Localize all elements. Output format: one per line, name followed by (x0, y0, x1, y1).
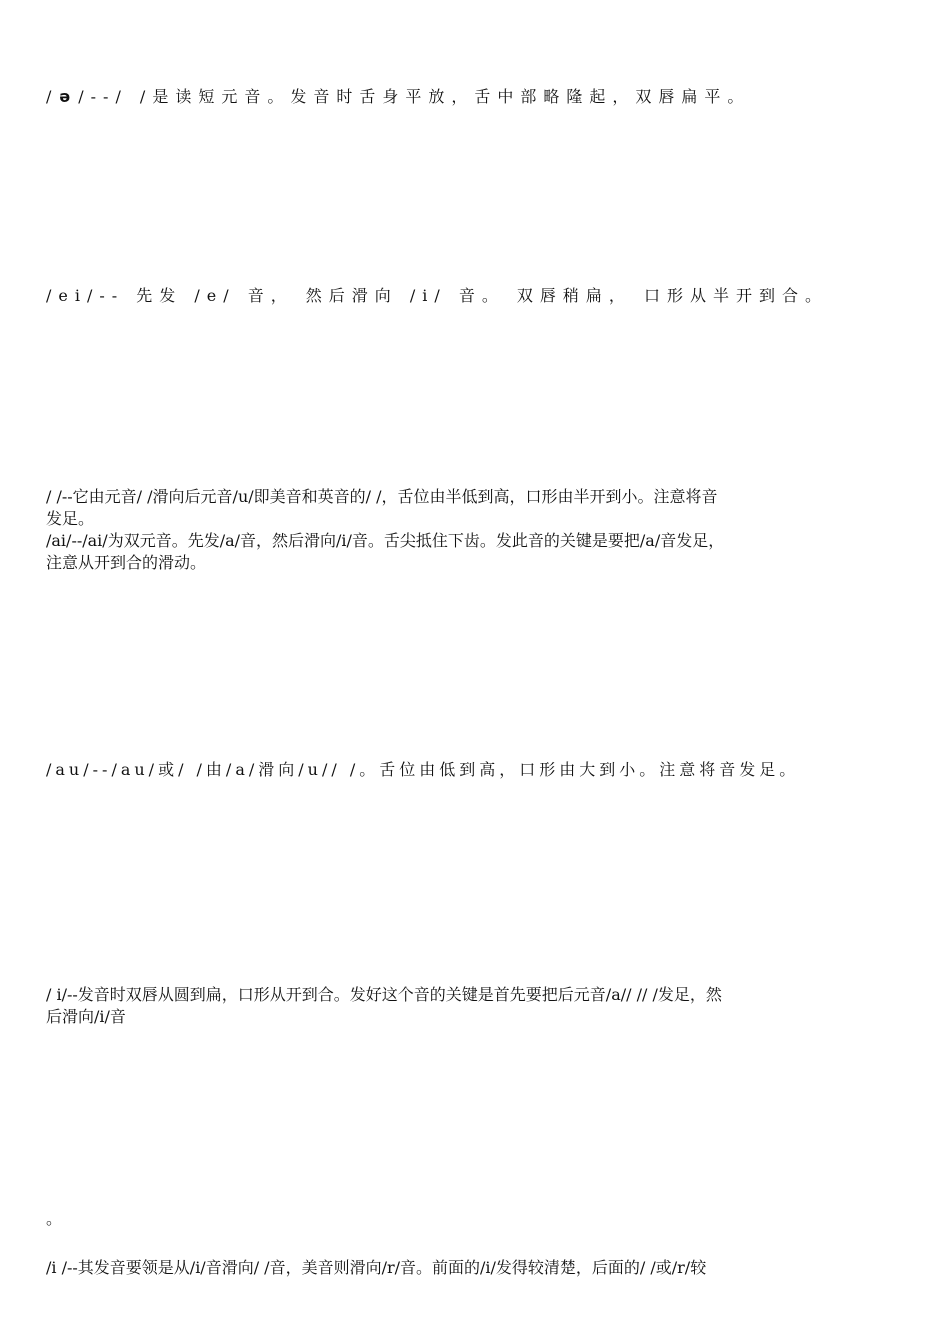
schwa-description: /--/ /是读短元音。发音时舌身平放，舌中部略隆起，双唇扁平。 (78, 87, 751, 106)
slash-open: / (46, 87, 60, 106)
paragraph-oi-line2: 后滑向/i/音 (46, 1007, 126, 1026)
paragraph-ai-line2: 注意从开到合的滑动。 (46, 553, 207, 572)
stray-period: 。 (46, 1209, 63, 1228)
paragraph-ou-line2: 发足。 (46, 509, 95, 528)
paragraph-ou-ai (46, 486, 904, 574)
paragraph-ie: /i /--其发音要领是从/i/音滑向/ /音，美音则滑向/r/音。前面的/i/发得较清楚，后面的/ /或/r/较 (46, 1258, 707, 1277)
paragraph-ai-line1: /ai/--/ai/为双元音。先发/a/音，然后滑向/i/音。舌尖抵住下齿。发此音的关键是要把/a/音发足， (46, 531, 725, 550)
paragraph-schwa (46, 86, 904, 108)
paragraph-oi-line1: / i/--发音时双唇从圆到扁，口形从开到合。发好这个音的关键是首先要把后元音/a// // /发足，然 (46, 985, 722, 1004)
paragraph-ou-line1: / /--它由元音/ /滑向后元音/u/即美音和英音的/ /，舌位由半低到高，口形由半开到小。注意将音 (46, 487, 718, 506)
paragraph-ei: /ei/-- 先发 /e/ 音， 然后滑向 /i/ 音。 双唇稍扁， 口形从半开到合。 (46, 286, 829, 305)
paragraph-au: /au/--/au/或/ /由/a/滑向/u// /。舌位由低到高，口形由大到小。注意将音发足。 (46, 760, 800, 779)
paragraph-oi (46, 984, 904, 1028)
schwa-symbol: ə (59, 87, 79, 106)
